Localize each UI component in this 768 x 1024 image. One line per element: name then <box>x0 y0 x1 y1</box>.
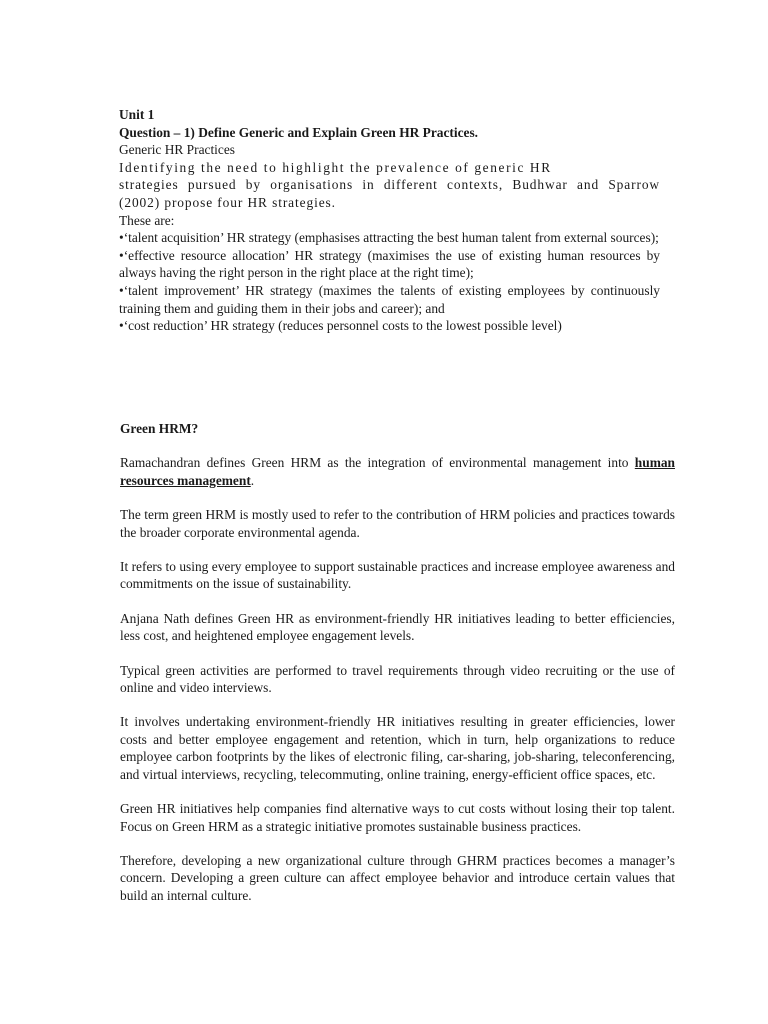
green-hrm-section <box>120 420 675 904</box>
paragraph-ramachandran-end: . <box>250 472 255 488</box>
paragraph-anjana-nath: Anjana Nath defines Green HR as environment-friendly HR initiatives leading to better efficiencies, less cost, and heightened employee engagement levels. <box>120 610 675 644</box>
these-are-label: These are: <box>119 212 175 228</box>
intro-line-2 <box>119 176 660 211</box>
paragraph-organizational-culture: Therefore, developing a new organizational culture through GHRM practices becomes a manager’s concern. Developing a green culture can affect employee behavior and introduce certain values that build an internal culture. <box>120 852 675 903</box>
paragraph-initiatives: It involves undertaking environment-friendly HR initiatives resulting in greater efficiencies, lower costs and better employee engagement and retention, which in turn, help organizations to reduce employee carbon footprints by the likes of electronic filing, car-sharing, job-sharing, teleconferencing, and virtual interviews, recycling, telecommuting, online training, energy-efficient office spaces, etc. <box>120 714 675 782</box>
paragraph-every-employee: It refers to using every employee to support sustainable practices and increase employee awareness and commitments on the issue of sustainability. <box>120 559 675 592</box>
unit-title: Unit 1 <box>119 107 155 122</box>
intro-line-2-text: strategies pursued by organisations in different contexts, Budhwar and Sparrow (2002) propose four HR strategies. <box>119 177 660 210</box>
section-subtitle: Generic HR Practices <box>119 142 236 158</box>
bullet-talent-improvement: •‘talent improvement’ HR strategy (maximes the talents of existing employees by continuously training them and guiding them in their jobs and career); and <box>119 282 660 316</box>
question-heading: Question – 1) Define Generic and Explain Green HR Practices. <box>119 124 479 140</box>
human-resources-management-link[interactable]: human resources management <box>120 455 675 488</box>
green-hrm-heading: Green HRM? <box>120 421 199 436</box>
paragraph-ramachandran-text: Ramachandran defines Green HRM as the integration of environmental management into <box>120 455 635 471</box>
paragraph-ramachandran <box>120 454 675 489</box>
paragraph-typical-activities: Typical green activities are performed to travel requirements through video recruiting or the use of online and video interviews. <box>120 662 675 696</box>
paragraph-cut-costs: Green HR initiatives help companies find alternative ways to cut costs without losing their top talent. Focus on Green HRM as a strategic initiative promotes sustainable business practices. <box>120 801 675 834</box>
bullet-cost-reduction: •‘cost reduction’ HR strategy (reduces personnel costs to the lowest possible level) <box>119 318 562 334</box>
unit-section <box>119 106 660 335</box>
paragraph-term-green-hrm: The term green HRM is mostly used to refer to the contribution of HRM policies and practices towards the broader corporate environmental agenda. <box>120 507 675 540</box>
bullet-talent-acquisition: •‘talent acquisition’ HR strategy (emphasises attracting the best human talent from external sources); <box>119 230 659 246</box>
intro-line-1: Identifying the need to highlight the prevalence of generic HR <box>119 159 552 175</box>
bullet-resource-allocation: •‘effective resource allocation’ HR strategy (maximises the use of existing human resources by always having the right person in the right place at the right time); <box>119 247 660 281</box>
